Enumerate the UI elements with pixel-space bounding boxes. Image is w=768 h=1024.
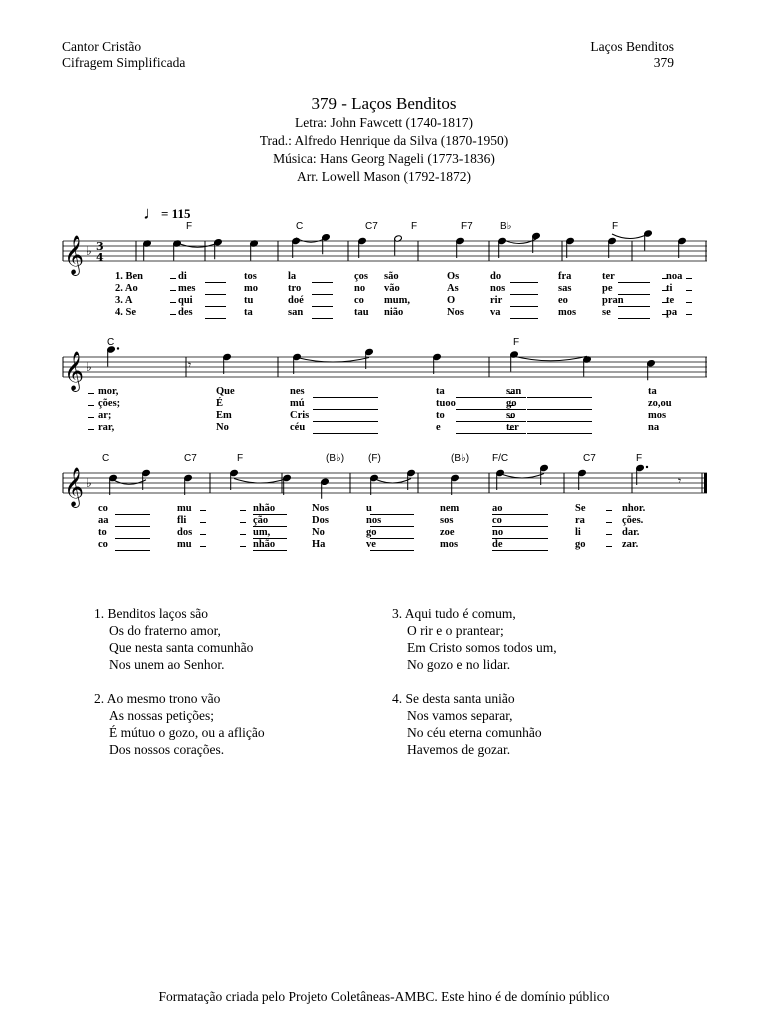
slur	[296, 238, 326, 243]
lyric-syllable: rir	[490, 295, 503, 306]
chord-symbol: F	[186, 221, 193, 232]
quarter-note-icon: ♩	[143, 203, 161, 223]
lyric-syllable: zoe	[440, 527, 455, 538]
lyric-syllable: se	[602, 307, 611, 318]
lyric-hyphen	[606, 534, 612, 535]
verse-2	[94, 690, 265, 758]
lyric-extender	[510, 282, 538, 283]
lyric-syllable: doé	[288, 295, 304, 306]
lyric-syllable: tuoo	[436, 398, 456, 409]
verse-line: No céu eterna comunhão	[407, 725, 542, 740]
verse-line: 2. Ao mesmo trono vão	[94, 691, 221, 706]
lyric-syllable: fli	[177, 515, 187, 526]
lyric-syllable: vão	[384, 283, 400, 294]
lyric-extender	[618, 306, 650, 307]
lyric-hyphen	[170, 314, 176, 315]
lyric-syllable: qui	[178, 295, 193, 306]
dot	[117, 347, 119, 349]
time-signature-bottom: 4	[96, 251, 104, 264]
lyric-syllable: Cris	[290, 410, 310, 421]
lyric-syllable: ti	[666, 283, 673, 294]
lyric-syllable: so	[506, 410, 516, 421]
verse-line: As nossas petições;	[109, 708, 214, 723]
lyric-syllable: u	[366, 503, 372, 514]
lyric-extender	[205, 306, 226, 307]
lyric-syllable: ções;	[98, 398, 121, 409]
lyric-syllable: mor,	[98, 386, 119, 397]
slur	[500, 474, 544, 479]
lyric-syllable: mum,	[384, 295, 410, 306]
lyric-syllable: O	[447, 295, 456, 306]
lyric-hyphen	[509, 393, 514, 394]
key-flat-icon: ♭	[86, 244, 92, 258]
lyric-extender	[205, 294, 226, 295]
lyric-extender	[527, 433, 592, 434]
lyric-syllable: zo,ou	[648, 398, 672, 409]
lyric-extender	[313, 409, 378, 410]
lyric-hyphen	[686, 314, 692, 315]
lyric-hyphen	[662, 302, 668, 303]
verses-right-column	[392, 605, 557, 775]
lyric-syllable: mu	[177, 503, 192, 514]
chord-symbol: (F)	[368, 453, 381, 464]
verse-line: Os do fraterno amor,	[109, 623, 221, 638]
lyric-extender	[618, 318, 650, 319]
lyric-extender	[313, 397, 378, 398]
lyric-syllable: ao	[492, 503, 503, 514]
lyric-syllable: Que	[216, 386, 235, 397]
slur	[297, 358, 369, 363]
lyric-syllable: ção	[253, 515, 269, 526]
slur	[177, 243, 218, 248]
verse-line: O rir e o prantear;	[407, 623, 504, 638]
lyric-extender	[527, 409, 592, 410]
verse-3	[392, 605, 557, 673]
lyric-syllable: As	[447, 283, 459, 294]
lyric-syllable: ta	[648, 386, 657, 397]
lyric-extender	[205, 282, 226, 283]
lyric-syllable: ter	[506, 422, 519, 433]
lyric-syllable: ra	[575, 515, 585, 526]
verse-line: Havemos de gozar.	[407, 742, 511, 757]
verse-line: Que nesta santa comunhão	[109, 640, 254, 655]
lyric-syllable: mú	[290, 398, 305, 409]
lyric-hyphen	[606, 510, 612, 511]
lyric-hyphen	[240, 522, 246, 523]
lyric-extender	[312, 318, 333, 319]
lyric-syllable: sas	[558, 283, 572, 294]
lyric-hyphen	[170, 302, 176, 303]
chord-symbol: C	[296, 221, 304, 232]
lyric-syllable: dos	[177, 527, 193, 538]
chord-symbol: F	[636, 453, 643, 464]
lyric-syllable: 4. Se	[115, 307, 136, 318]
chord-symbol: F	[513, 337, 520, 348]
chord-symbol: F	[612, 221, 619, 232]
lyric-syllable: pran	[602, 295, 624, 306]
chord-symbol: C7	[583, 453, 596, 464]
verse-1	[94, 605, 265, 673]
lyric-syllable: na	[648, 422, 660, 433]
lyric-extender	[618, 282, 650, 283]
lyric-syllable: go	[506, 398, 517, 409]
verse-line: 4. Se desta santa união	[392, 691, 515, 706]
lyric-hyphen	[686, 302, 692, 303]
key-flat-icon: ♭	[86, 476, 92, 490]
lyric-syllable: No	[312, 527, 325, 538]
lyric-syllable: no	[492, 527, 504, 538]
lyric-hyphen	[170, 290, 176, 291]
lyric-syllable: 1. Ben	[115, 271, 144, 282]
lyric-syllable: Em	[216, 410, 232, 421]
lyric-hyphen	[240, 510, 246, 511]
eighth-rest-icon: 𝄾	[678, 474, 682, 488]
chord-symbol: F	[411, 221, 418, 232]
lyric-syllable: go	[366, 527, 377, 538]
lyric-syllable: zar.	[622, 539, 639, 550]
lyric-syllable: co	[98, 503, 108, 514]
lyric-syllable: ções.	[622, 515, 644, 526]
lyric-syllable: aa	[98, 515, 109, 526]
lyric-syllable: 3. A	[115, 295, 133, 306]
chord-symbol: F7	[461, 221, 473, 232]
lyric-syllable: mes	[178, 283, 196, 294]
treble-clef-icon: 𝄞	[64, 235, 85, 275]
lyric-syllable: mos	[440, 539, 459, 550]
verse-line: É mútuo o gozo, ou a aflição	[109, 725, 265, 740]
lyric-syllable: nes	[290, 386, 305, 397]
lyric-extender	[115, 526, 150, 527]
verse-line: Em Cristo somos todos um,	[407, 640, 557, 655]
hymn-number-header: 379	[653, 55, 674, 70]
credit-music: Música: Hans Georg Nageli (1773-1836)	[273, 151, 495, 166]
chord-symbol: C	[107, 337, 115, 348]
lyric-syllable: nião	[384, 307, 404, 318]
lyric-hyphen	[88, 393, 94, 394]
lyric-extender	[456, 433, 526, 434]
lyric-syllable: No	[216, 422, 229, 433]
key-flat-icon: ♭	[86, 360, 92, 374]
lyric-syllable: sos	[440, 515, 454, 526]
treble-clef-icon: 𝄞	[64, 351, 85, 391]
final-barline	[704, 473, 707, 493]
lyric-syllable: mo	[244, 283, 258, 294]
lyric-syllable: nos	[490, 283, 506, 294]
lyric-hyphen	[606, 522, 612, 523]
lyric-hyphen	[662, 278, 668, 279]
lyric-extender	[313, 421, 378, 422]
lyric-syllable: co	[354, 295, 364, 306]
lyric-extender	[510, 306, 538, 307]
lyric-extender	[313, 433, 378, 434]
lyric-syllable: li	[575, 527, 581, 538]
lyric-syllable: ta	[436, 386, 445, 397]
lyric-syllable: Nos	[447, 307, 464, 318]
lyric-syllable: co	[98, 539, 108, 550]
lyric-syllable: va	[490, 307, 501, 318]
hymnal-name: Cantor Cristão	[62, 39, 142, 54]
tempo-value: = 115	[161, 206, 191, 221]
lyric-syllable: Se	[575, 503, 586, 514]
lyric-syllable: ços	[354, 271, 368, 282]
lyric-extender	[370, 526, 414, 527]
chord-symbol: (B♭)	[326, 453, 345, 464]
lyric-extender	[510, 318, 538, 319]
lyric-syllable: eo	[558, 295, 568, 306]
lyric-extender	[370, 550, 414, 551]
lyric-syllable: ar;	[98, 410, 112, 421]
verse-line: Dos nossos corações.	[109, 742, 225, 757]
slur	[234, 479, 287, 484]
lyric-hyphen	[606, 546, 612, 547]
lyric-extender	[312, 282, 333, 283]
chord-symbol: B♭	[500, 221, 512, 232]
lyric-syllable: tos	[244, 271, 257, 282]
lyric-hyphen	[240, 534, 246, 535]
lyric-syllable: de	[492, 539, 503, 550]
lyric-syllable: mu	[177, 539, 192, 550]
lyric-extender	[253, 550, 287, 551]
lyric-syllable: nhão	[253, 539, 276, 550]
lyric-extender	[456, 409, 526, 410]
lyric-syllable: tu	[244, 295, 254, 306]
lyric-syllable: san	[506, 386, 522, 397]
lyric-hyphen	[88, 429, 94, 430]
treble-clef-icon: 𝄞	[64, 467, 85, 507]
lyric-extender	[205, 318, 226, 319]
lyric-hyphen	[200, 510, 206, 511]
verse-line: Nos vamos separar,	[407, 708, 513, 723]
lyric-syllable: ter	[602, 271, 615, 282]
lyric-syllable: um,	[253, 527, 271, 538]
lyric-syllable: fra	[558, 271, 572, 282]
lyric-hyphen	[686, 278, 692, 279]
lyric-syllable: tro	[288, 283, 302, 294]
lyric-syllable: des	[178, 307, 193, 318]
lyric-syllable: e	[436, 422, 441, 433]
lyric-hyphen	[200, 522, 206, 523]
chord-symbol: C	[102, 453, 110, 464]
lyric-hyphen	[509, 417, 514, 418]
verse-line: 1. Benditos laços são	[94, 606, 208, 621]
lyric-syllable: no	[354, 283, 366, 294]
verse-line: No gozo e no lidar.	[407, 657, 511, 672]
lyric-syllable: nhão	[253, 503, 276, 514]
lyric-extender	[312, 294, 333, 295]
lyric-extender	[370, 538, 414, 539]
page-title: 379 - Laços Benditos	[311, 94, 457, 113]
chord-symbol: C7	[184, 453, 197, 464]
lyric-syllable: co	[492, 515, 502, 526]
lyric-extender	[115, 538, 150, 539]
lyric-extender	[492, 550, 548, 551]
lyric-hyphen	[88, 417, 94, 418]
lyric-syllable: noa	[666, 271, 683, 282]
lyric-syllable: céu	[290, 422, 306, 433]
edition-name: Cifragem Simplificada	[62, 55, 186, 70]
credit-lyrics: Letra: John Fawcett (1740-1817)	[294, 115, 474, 130]
lyric-hyphen	[509, 405, 514, 406]
lyric-syllable: san	[288, 307, 304, 318]
hymn-title-header: Laços Benditos	[590, 39, 674, 54]
lyric-hyphen	[686, 290, 692, 291]
lyric-extender	[527, 397, 592, 398]
lyric-syllable: te	[666, 295, 675, 306]
time-signature-top: 3	[96, 240, 104, 253]
lyric-syllable: mos	[558, 307, 577, 318]
lyric-hyphen	[88, 405, 94, 406]
lyric-syllable: la	[288, 271, 297, 282]
lyric-syllable: nem	[440, 503, 460, 514]
lyric-syllable: pe	[602, 283, 613, 294]
lyric-hyphen	[170, 278, 176, 279]
lyric-hyphen	[200, 534, 206, 535]
lyric-syllable: nos	[366, 515, 382, 526]
lyric-syllable: É	[216, 398, 224, 409]
lyric-syllable: do	[490, 271, 502, 282]
verses-left-column	[94, 605, 265, 775]
lyric-hyphen	[240, 546, 246, 547]
footer-note: Formatação criada pelo Projeto Coletâneas-AMBC. Este hino é de domínio público	[158, 989, 610, 1004]
lyric-extender	[312, 306, 333, 307]
credit-arrangement: Arr. Lowell Mason (1792-1872)	[297, 169, 471, 184]
slur	[374, 479, 411, 484]
verse-4	[392, 690, 557, 758]
credit-translation: Trad.: Alfredo Henrique da Silva (1870-1950)	[259, 133, 509, 148]
lyric-syllable: 2. Ao	[115, 283, 138, 294]
slur	[113, 480, 146, 485]
chord-symbol: C7	[365, 221, 378, 232]
lyric-syllable: Dos	[312, 515, 329, 526]
slur	[612, 234, 648, 239]
lyric-extender	[527, 421, 592, 422]
lyric-extender	[510, 294, 538, 295]
verse-line: Nos unem ao Senhor.	[109, 657, 225, 672]
lyric-hyphen	[662, 314, 668, 315]
lyric-extender	[115, 514, 150, 515]
lyric-syllable: go	[575, 539, 586, 550]
lyric-syllable: nhor.	[622, 503, 646, 514]
lyric-syllable: Os	[447, 271, 460, 282]
lyric-syllable: Ha	[312, 539, 326, 550]
lyric-syllable: ta	[244, 307, 253, 318]
lyric-syllable: são	[384, 271, 399, 282]
lyric-syllable: pa	[666, 307, 678, 318]
lyric-syllable: dar.	[622, 527, 640, 538]
chord-symbol: F/C	[492, 453, 509, 464]
lyric-syllable: di	[178, 271, 187, 282]
dot	[646, 466, 648, 468]
lyric-syllable: Nos	[312, 503, 329, 514]
lyric-hyphen	[662, 290, 668, 291]
lyric-syllable: to	[98, 527, 107, 538]
chord-symbol: F	[237, 453, 244, 464]
lyric-syllable: rar,	[98, 422, 115, 433]
chord-symbol: (B♭)	[451, 453, 470, 464]
lyric-hyphen	[509, 429, 514, 430]
lyric-syllable: tau	[354, 307, 369, 318]
lyric-syllable: mos	[648, 410, 667, 421]
eighth-rest-icon: 𝄾	[188, 358, 192, 372]
lyric-extender	[115, 550, 150, 551]
lyric-syllable: to	[436, 410, 445, 421]
verse-line: 3. Aqui tudo é comum,	[392, 606, 516, 621]
lyric-syllable: ve	[366, 539, 376, 550]
lyric-hyphen	[200, 546, 206, 547]
